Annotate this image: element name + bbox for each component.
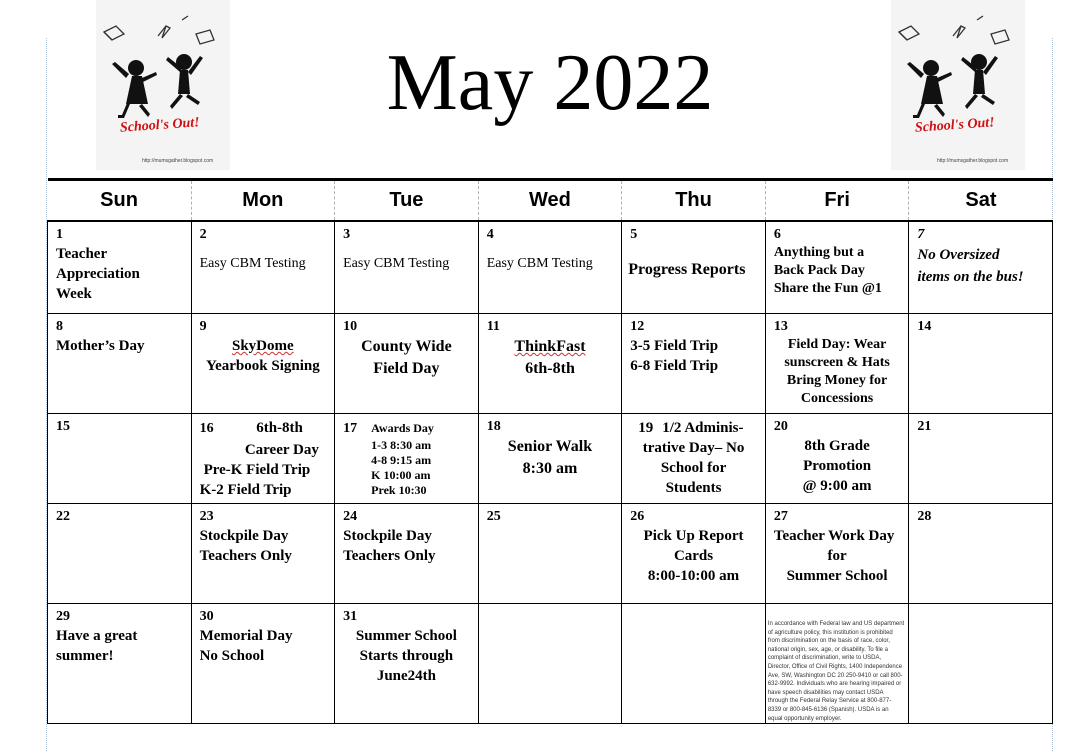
day-number: 2 [199, 227, 207, 242]
event-line: for [827, 548, 847, 564]
event-line: Easy CBM Testing [199, 256, 306, 271]
event-line: 6th-8th [256, 420, 303, 436]
event-line: Stockpile Day [343, 528, 432, 544]
event-line: Appreciation [56, 266, 140, 282]
event-line: 1-3 8:30 am [371, 438, 432, 452]
event-line: Pick Up Report [643, 528, 744, 544]
day-cell [48, 604, 192, 724]
day-number: 17 [343, 421, 358, 436]
week-row [48, 414, 1053, 504]
event-line: Concessions [800, 391, 874, 406]
day-cell [622, 414, 766, 504]
day-number: 19 [638, 420, 654, 436]
event-line: Yearbook Signing [205, 358, 320, 374]
day-cell [909, 504, 1053, 604]
day-cell [48, 221, 192, 314]
day-number: 29 [56, 609, 70, 624]
day-cell [478, 221, 622, 314]
dancing-kids-icon [891, 0, 1025, 170]
event-line: ThinkFast [514, 338, 586, 355]
day-cell-empty [909, 604, 1053, 724]
day-number: 23 [199, 509, 214, 524]
day-cell [48, 504, 192, 604]
event-line: items on the bus! [917, 269, 1024, 285]
weekday-header: Wed [478, 180, 622, 222]
day-cell [335, 221, 479, 314]
event-line: Anything but a [773, 245, 865, 260]
logo-url: http://mumsgather.blogspot.com [142, 158, 214, 164]
weekday-header: Tue [335, 180, 479, 222]
day-number: 3 [343, 227, 351, 242]
day-number: 14 [917, 319, 932, 334]
week-row [48, 504, 1053, 604]
event-line: No School [199, 648, 265, 664]
logo-caption: School's Out! [914, 115, 996, 136]
event-line: 8th Grade [804, 438, 870, 454]
day-number: 21 [917, 419, 932, 434]
weekday-header: Mon [191, 180, 335, 222]
event-line: Week [56, 286, 92, 302]
weekday-header-row [48, 180, 1053, 222]
day-cell [478, 504, 622, 604]
day-cell [765, 414, 909, 504]
weekday-header: Sat [909, 180, 1053, 222]
day-number: 13 [773, 319, 788, 334]
event-line: Pre-K Field Trip [203, 462, 311, 478]
event-line: Teacher [56, 246, 108, 262]
day-cell [765, 221, 909, 314]
nondiscrimination-notice: In accordance with Federal law and US department of agriculture policy, this institution is prohibited from discrimination on the basis of race, color, national origin, sex, age, or disability. To file a complaint of discrimination, write to USDA, Director, Office of Civil Rights, 1400 Independence Ave, SW, Washington DC 20 250-9410 or call 800-632-9992. Individuals who are hearing impaired or have speech disabilities may contact USDA through the Federal Relay Service at 800-877-8339 or 800-845-6136 (Spanish). USDA is an equal opportunity employer. [767, 621, 905, 722]
logo-caption: School's Out! [119, 115, 201, 136]
event-line: Teachers Only [343, 548, 436, 564]
event-line: Progress Reports [628, 261, 746, 278]
day-cell-empty [478, 604, 622, 724]
event-line: trative Day– No [642, 440, 745, 456]
day-cell [48, 414, 192, 504]
day-cell [909, 221, 1053, 314]
day-cell [909, 314, 1053, 414]
event-line: 8:00-10:00 am [647, 568, 740, 584]
day-cell [335, 604, 479, 724]
event-line: Students [665, 480, 722, 496]
day-cell [478, 414, 622, 504]
day-cell [191, 504, 335, 604]
event-line: SkyDome [232, 338, 294, 354]
event-line: Cards [673, 548, 714, 564]
day-cell [478, 314, 622, 414]
event-line: Summer School [355, 628, 457, 644]
event-line: Back Pack Day [773, 263, 865, 278]
day-cell [335, 314, 479, 414]
week-row [48, 314, 1053, 414]
event-line: Senior Walk [507, 438, 593, 455]
event-line: Memorial Day [199, 628, 293, 644]
day-number: 11 [486, 319, 500, 334]
day-number: 22 [56, 509, 70, 524]
day-cell [335, 414, 479, 504]
event-line: Prek 10:30 [371, 483, 427, 497]
event-line: Share the Fun @1 [773, 281, 882, 296]
event-line: County Wide [361, 338, 452, 355]
event-line: June24th [376, 668, 436, 684]
day-cell [191, 414, 335, 504]
day-number: 15 [56, 419, 70, 434]
day-cell [191, 314, 335, 414]
day-cell [191, 221, 335, 314]
event-line: K 10:00 am [371, 468, 431, 482]
day-number: 7 [917, 227, 925, 242]
event-line: 6th-8th [525, 360, 575, 377]
day-cell [622, 504, 766, 604]
event-line: Awards Day [371, 421, 434, 435]
event-line: Teachers Only [199, 548, 292, 564]
day-number: 9 [199, 319, 207, 334]
day-cell [622, 314, 766, 414]
day-number: 6 [773, 227, 781, 242]
day-number: 18 [486, 419, 501, 434]
day-number: 12 [630, 319, 645, 334]
day-number: 1 [56, 227, 63, 242]
day-cell [765, 504, 909, 604]
day-number: 25 [486, 509, 501, 524]
day-cell [48, 314, 192, 414]
event-line: Career Day [244, 442, 319, 458]
schools-out-logo-right [891, 0, 1025, 170]
event-line: Mother’s Day [56, 338, 145, 354]
week-row [48, 221, 1053, 314]
event-line: 8:30 am [522, 460, 578, 477]
day-number: 30 [199, 609, 214, 624]
event-line: 6-8 Field Trip [630, 358, 719, 374]
day-cell [765, 314, 909, 414]
event-line: Easy CBM Testing [343, 256, 450, 271]
event-line: sunscreen & Hats [784, 355, 890, 370]
day-cell [909, 414, 1053, 504]
day-cell-empty [622, 604, 766, 724]
event-line: 4-8 9:15 am [371, 453, 432, 467]
page-title: May 2022 [386, 39, 714, 127]
event-line: Teacher Work Day [773, 528, 895, 544]
event-line: Starts through [359, 648, 454, 664]
event-line: School for [660, 460, 727, 476]
day-number: 27 [773, 509, 788, 524]
week-row [48, 604, 1053, 724]
dancing-kids-icon [96, 0, 230, 170]
weekday-header: Fri [765, 180, 909, 222]
day-cell [191, 604, 335, 724]
day-cell [622, 221, 766, 314]
day-number: 20 [773, 419, 788, 434]
day-number: 26 [630, 509, 645, 524]
event-line: Easy CBM Testing [486, 256, 593, 271]
calendar-grid [47, 178, 1053, 724]
event-line: Field Day [373, 360, 440, 377]
weekday-header: Sun [48, 180, 192, 222]
day-number: 28 [917, 509, 932, 524]
event-line: Promotion [803, 458, 872, 474]
day-number: 8 [56, 319, 63, 334]
day-number: 10 [343, 319, 358, 334]
day-number: 5 [630, 227, 638, 242]
event-line: Stockpile Day [199, 528, 289, 544]
day-number: 31 [343, 609, 358, 624]
day-cell [335, 504, 479, 604]
event-line: 3-5 Field Trip [630, 338, 719, 354]
event-line: No Oversized [917, 247, 1000, 263]
event-line: Field Day: Wear [787, 337, 887, 352]
event-line: @ 9:00 am [802, 478, 872, 494]
nondiscrimination-notice-cell [765, 604, 909, 724]
day-number: 16 [199, 421, 214, 436]
event-line: 1/2 Adminis- [662, 420, 744, 436]
schools-out-logo-left [96, 0, 230, 170]
event-line: K-2 Field Trip [199, 482, 292, 498]
day-number: 24 [343, 509, 358, 524]
weekday-header: Thu [622, 180, 766, 222]
day-number: 4 [486, 227, 494, 242]
event-line: Have a great [56, 628, 138, 644]
logo-url: http://mumsgather.blogspot.com [937, 158, 1009, 164]
event-line: Bring Money for [786, 373, 888, 388]
event-line: summer! [56, 648, 114, 664]
event-line: Summer School [786, 568, 888, 584]
